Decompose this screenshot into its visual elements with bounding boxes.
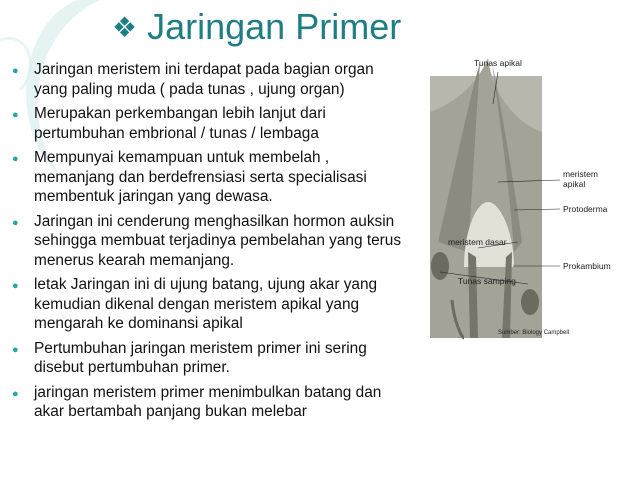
list-item-text: Pertumbuhan jaringan meristem primer ini sering disebut pertumbuhan primer. <box>34 339 367 376</box>
list-item <box>12 148 404 207</box>
slide-title-text: Jaringan Primer <box>147 6 402 47</box>
slide-title <box>112 4 401 50</box>
list-item <box>12 60 404 99</box>
label-prokambium: Prokambium <box>563 261 611 271</box>
list-item <box>12 104 404 143</box>
list-item <box>12 383 404 422</box>
list-item-text: Jaringan ini cenderung menghasilkan hormon auksin sehingga membuat terjadinya pembelahan yang terus menerus kearah memanjang. <box>34 212 402 269</box>
label-meristem-apikal-line1: meristem <box>563 169 598 179</box>
label-meristem-apikal-line2: apikal <box>563 179 586 189</box>
round-bullet-icon: ● <box>12 343 19 356</box>
round-bullet-icon: ● <box>12 216 19 229</box>
label-meristem-dasar: meristem dasar <box>448 237 507 247</box>
figure-credit: Sumber: Biology Campbell <box>498 330 570 336</box>
list-item-text: Mempunyai kemampuan untuk membelah , memanjang dan berdefrensiasi serta specialisasi membentuk jaringan yang dewasa. <box>34 149 367 205</box>
list-item-text: Jaringan meristem ini terdapat pada bagian organ yang paling muda ( pada tunas , ujung organ) <box>34 61 374 98</box>
round-bullet-icon: ● <box>12 109 19 121</box>
bullet-list <box>12 60 404 427</box>
list-item-text: jaringan meristem primer menimbulkan batang dan akar bertambah panjang bukan melebar <box>34 383 382 420</box>
round-bullet-icon: ● <box>12 153 19 165</box>
label-protoderma: Protoderma <box>563 204 608 214</box>
label-tunas-apikal: Tunas apikal <box>474 58 522 68</box>
list-item <box>12 339 404 378</box>
meristem-diagram <box>418 52 630 342</box>
list-item <box>12 212 404 271</box>
round-bullet-icon: ● <box>12 65 19 77</box>
list-item-text: Merupakan perkembangan lebih lanjut dari pertumbuhan embrional / tunas / lembaga <box>34 105 326 142</box>
round-bullet-icon: ● <box>12 280 19 292</box>
label-tunas-samping: Tunas samping <box>458 276 516 286</box>
round-bullet-icon: ● <box>12 387 19 400</box>
diamond-bullet-icon: ❖ <box>112 11 138 43</box>
list-item <box>12 275 404 334</box>
list-item-text: letak Jaringan ini di ujung batang, ujung akar yang kemudian dikenal dengan meristem apikal yang mengarah ke dominansi apikal <box>34 276 378 332</box>
